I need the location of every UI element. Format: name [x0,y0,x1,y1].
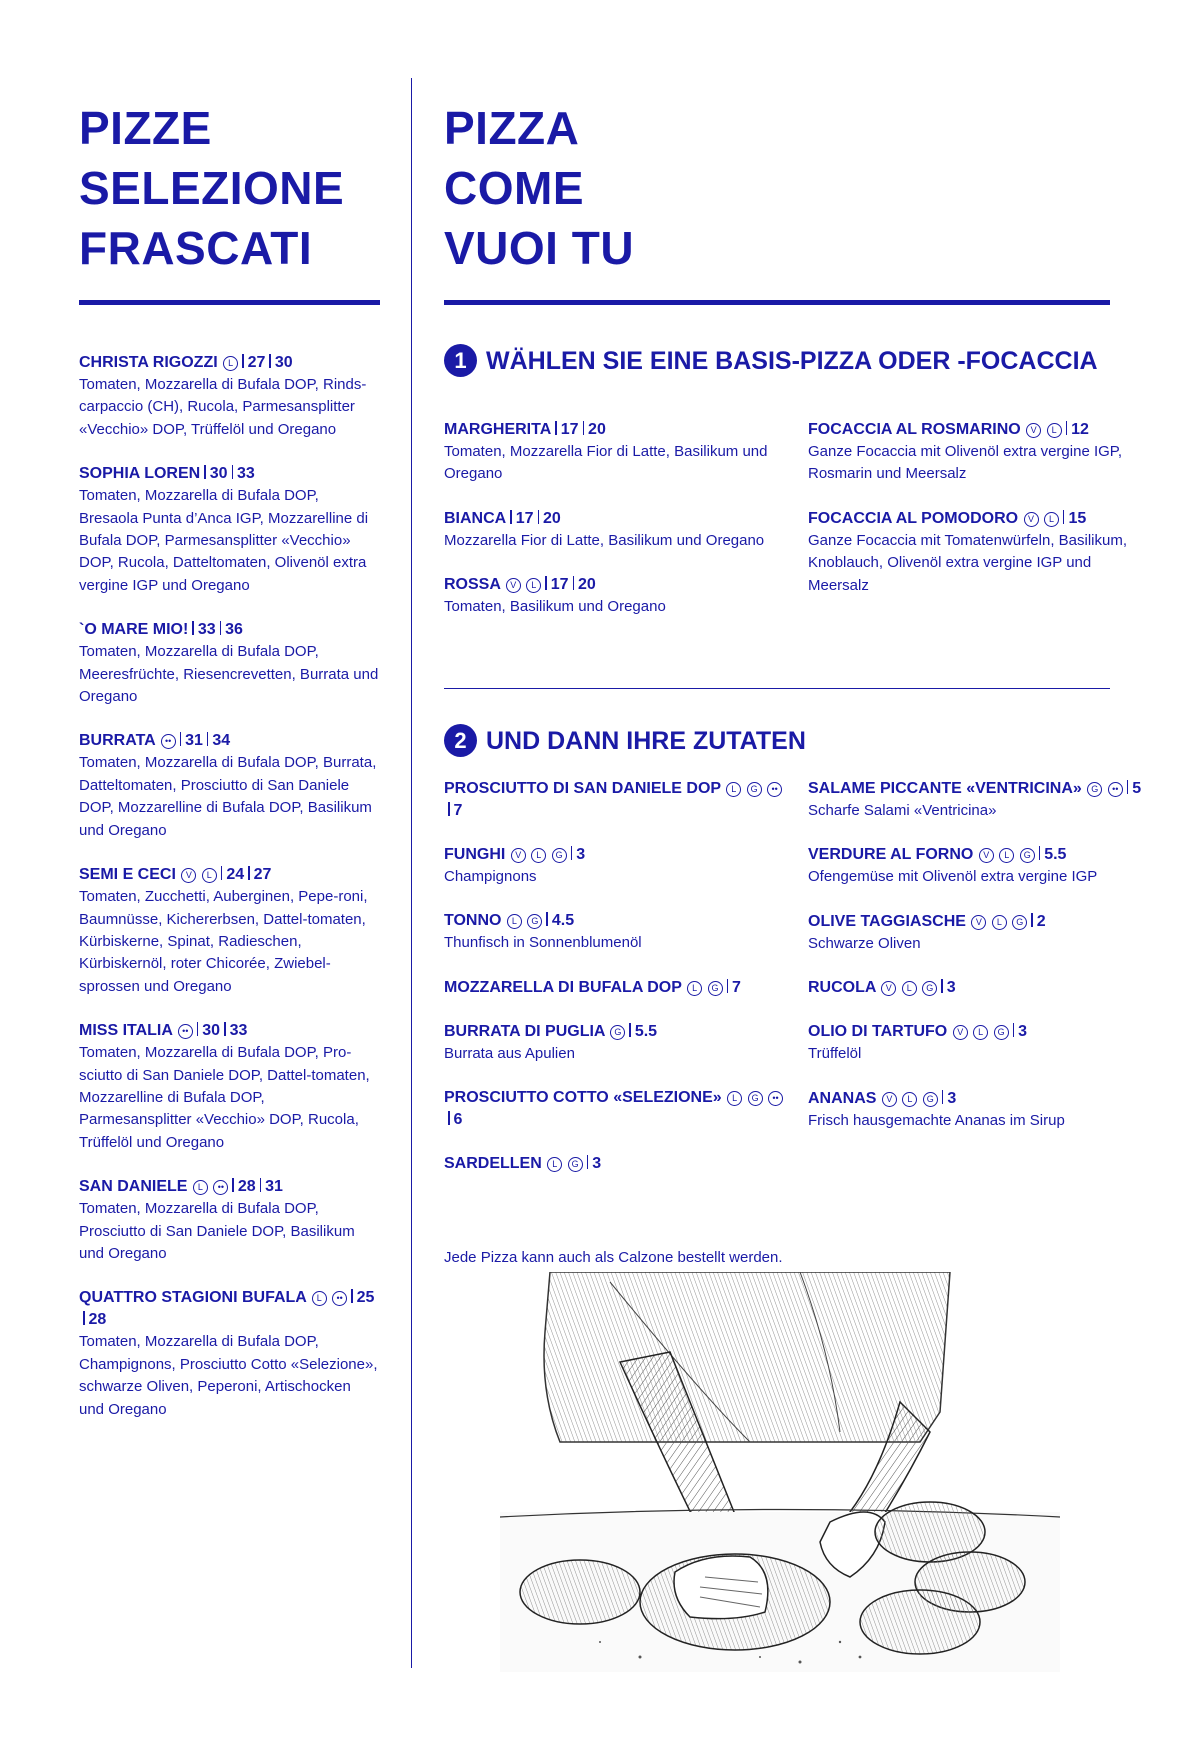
diet-tag-icon: V [953,1025,968,1040]
menu-item [79,864,379,998]
menu-item-price: 33 [237,465,255,483]
menu-item-name: RUCOLA [808,979,876,997]
menu-item-name: SOPHIA LOREN [79,465,201,483]
diet-tag-icon: L [999,848,1014,863]
menu-item-name: SARDELLEN [444,1155,542,1173]
menu-item [808,977,1148,999]
price-separator [942,1090,944,1104]
menu-item-price: 20 [578,576,596,594]
diet-tag-icon: G [708,981,723,996]
menu-item-price: 2 [1036,912,1046,930]
diet-tag-icon: V [1026,423,1041,438]
diet-tag-icon: L [902,1092,917,1107]
menu-item-description: Ofengemüse mit Olivenöl extra vergine IGP [808,868,1098,886]
menu-item [444,977,784,999]
menu-item-description: Ganze Focaccia mit Tomatenwürfeln, Basilikum, Knoblauch, Olivenöl extra vergine IGP und Meersalz [808,531,1128,594]
price-separator [1066,421,1068,435]
diet-tag-icon: L [687,981,702,996]
menu-item-description: Tomaten, Mozzarella di Bufala DOP, Prosciutto di San Daniele DOP, Basilikum und Oregano [79,1200,355,1262]
menu-item [79,619,379,708]
menu-item-name: MARGHERITA [444,421,552,438]
menu-item-price: 3 [1018,1023,1028,1041]
menu-item-header [444,1021,784,1043]
price-separator [197,1022,199,1036]
menu-item-header [444,1153,784,1175]
diet-tag-icon: G [1012,915,1027,930]
menu-item-name: MOZZARELLA DI BUFALA DOP [444,978,682,996]
price-separator [83,1311,85,1325]
diet-tag-icon: G [1087,782,1102,797]
menu-item-description: Mozzarella Fior di Latte, Basilikum und Oregano [444,531,765,549]
calzone-note: Jede Pizza kann auch als Calzone bestellt werden. [444,1249,783,1266]
menu-item-name: PROSCIUTTO COTTO «SELEZIONE» [444,1089,722,1107]
menu-item-price: 3 [576,846,586,863]
price-separator [545,576,547,590]
base-pizza-column [444,419,784,641]
menu-item-header [444,574,784,596]
menu-item-description: Frisch hausgemachte Ananas im Sirup [808,1111,1065,1129]
menu-item-description: Tomaten, Mozzarella Fior di Latte, Basilikum und Oregano [444,443,768,483]
price-separator [180,732,182,746]
menu-item-price: 17 [515,509,534,527]
menu-item-price: 33 [197,621,216,639]
price-separator [351,1289,353,1303]
menu-item [79,730,379,842]
section-1-title: WÄHLEN SIE EINE BASIS-PIZZA ODER -FOCACCIA [486,346,1098,375]
menu-item [444,1153,784,1175]
right-title [444,98,634,278]
diet-tag-icon: L [547,1157,562,1172]
menu-item [808,911,1148,955]
menu-item-name: QUATTRO STAGIONI BUFALA [79,1289,307,1307]
menu-item-name: FUNGHI [444,846,506,863]
menu-item-name: FOCACCIA AL ROSMARINO [808,421,1021,438]
diet-tag-icon: V [881,981,896,996]
menu-item-price: 7 [453,802,463,819]
diet-tag-icon: •• [332,1291,347,1306]
menu-item-price: 30 [274,354,293,371]
diet-tag-icon: V [511,848,526,863]
diet-tag-icon: V [506,578,521,593]
menu-item-price: 30 [202,1022,221,1040]
menu-item-description: Thunfisch in Sonnenblumenöl [444,934,642,952]
price-separator [1031,913,1033,927]
menu-item-header [79,1287,379,1331]
menu-item-description: Tomaten, Mozzarella di Bufala DOP, Rinds-carpaccio (CH), Rucola, Parmesansplitter «Vecchio» DOP, Trüffelöl und Oregano [79,376,367,438]
price-separator [941,979,943,993]
diet-tag-icon: G [527,914,542,929]
menu-item-price: 12 [1071,421,1089,438]
menu-item-description: Tomaten, Zucchetti, Auberginen, Pepe-roni, Baumnüsse, Kichererbsen, Dattel-tomaten, Kürbiskerne, Spinat, Radieschen, Kürbiskernöl, roter Chicorée, Zwiebel-sprossen und Oregano [79,888,368,995]
menu-item-name: ROSSA [444,576,501,594]
menu-item-name: OLIVE TAGGIASCHE [808,912,966,930]
section-divider [444,688,1110,689]
left-title [79,98,389,278]
menu-item-description: Tomaten, Mozzarella di Bufala DOP, Meeresfrüchte, Riesencrevetten, Burrata und Oregano [79,643,379,706]
price-separator [242,354,244,368]
menu-item [444,844,784,888]
menu-item-header [808,778,1148,800]
diet-tag-icon: V [979,848,994,863]
menu-item-header [808,1021,1148,1043]
right-title-rule [444,300,1110,305]
price-separator [248,866,250,880]
menu-item-header [79,864,379,886]
price-separator [1063,510,1065,524]
price-separator [448,1111,450,1125]
diet-tag-icon: V [1024,512,1039,527]
section-2-heading [444,724,806,757]
menu-item-price: 15 [1068,509,1087,527]
diet-tag-icon: L [507,914,522,929]
menu-item [808,1021,1148,1065]
diet-tag-icon: G [923,1092,938,1107]
section-2-title: UND DANN IHRE ZUTATEN [486,726,806,755]
price-separator [583,421,585,435]
menu-item-price: 5 [1132,780,1142,797]
menu-item-name: `O MARE MIO! [79,621,189,639]
pizza-dough-hands-illustration [500,1272,1060,1672]
menu-item-header [79,463,379,485]
menu-item-header [444,844,784,866]
menu-item-description: Champignons [444,868,537,885]
menu-item-header [444,910,784,932]
menu-item-description: Schwarze Oliven [808,934,921,952]
diet-tag-icon: L [1047,423,1062,438]
menu-item-header [444,778,784,822]
menu-item-price: 5.5 [1044,846,1067,864]
diet-tag-icon: G [568,1157,583,1172]
left-title-line: PIZZE [79,102,212,154]
price-separator [510,510,512,524]
right-title-line: VUOI TU [444,222,635,274]
menu-item-name: TONNO [444,912,502,930]
price-separator [260,1178,262,1192]
menu-item-header [808,911,1148,933]
diet-tag-icon: V [181,868,196,883]
diet-tag-icon: L [1044,512,1059,527]
price-separator [727,979,729,993]
menu-item-name: BURRATA [79,732,156,750]
menu-item-description: Tomaten, Mozzarella di Bufala DOP, Pro-sciutto di San Daniele DOP, Dattel-tomaten, Mozzarelline di Bufala DOP, Parmesansplitter «Vecchio» DOP, Rucola, Trüffelöl und Oregano [79,1044,370,1151]
menu-item-name: BURRATA DI PUGLIA [444,1022,605,1040]
menu-item-description: Tomaten, Mozzarella di Bufala DOP, Bresaola Punta d’Anca IGP, Mozzarelline di Bufala DOP, Parmesansplitter «Vecchio» DOP, Rucola, Datteltomaten, Olivenöl extra vergine IGP und Oregano [79,487,369,594]
menu-item-price: 34 [212,732,231,750]
menu-item-price: 27 [253,866,272,884]
price-separator [587,1155,589,1169]
menu-item-description: Burrata aus Apulien [444,1044,575,1062]
menu-item [79,1287,379,1421]
menu-item-header [808,1088,1148,1110]
selezione-menu-list [79,352,379,1443]
step-1-badge: 1 [444,344,477,377]
step-2-badge: 2 [444,724,477,757]
menu-item-price: 3 [946,979,956,997]
menu-item-price: 20 [588,421,606,438]
menu-item-name: VERDURE AL FORNO [808,846,974,864]
menu-item [444,1021,784,1065]
price-separator [207,732,209,746]
price-separator [538,510,540,524]
menu-item-description: Tomaten, Mozzarella di Bufala DOP, Burrata, Datteltomaten, Prosciutto di San Daniele DOP, Mozzarelline di Bufala DOP, Basilikum und Oregano [79,754,377,839]
menu-item-name: FOCACCIA AL POMODORO [808,509,1019,527]
menu-item-price: 36 [225,621,243,639]
menu-item [444,778,784,822]
menu-item-name: SAN DANIELE [79,1178,188,1196]
menu-item-price: 30 [209,465,228,483]
price-separator [204,465,206,479]
menu-item-header [444,977,784,999]
diet-tag-icon: V [882,1092,897,1107]
menu-item [444,1087,784,1131]
menu-item-header [444,1087,784,1131]
diet-tag-icon: G [922,981,937,996]
menu-item-header [79,619,379,641]
diet-tag-icon: L [202,868,217,883]
menu-item-price: 17 [550,576,569,594]
menu-item [79,1176,379,1265]
menu-item-header [444,419,784,441]
diet-tag-icon: G [748,1091,763,1106]
menu-item-price: 5.5 [634,1022,658,1040]
left-title-line: SELEZIONE [79,162,345,214]
diet-tag-icon: L [973,1025,988,1040]
menu-item-description: Trüffelöl [808,1045,862,1063]
toppings-column-2 [808,778,1148,1154]
menu-item-price: 28 [88,1311,107,1329]
diet-tag-icon: L [312,1291,327,1306]
diet-tag-icon: G [610,1025,625,1040]
diet-tag-icon: •• [1108,782,1123,797]
menu-item-header [808,419,1148,441]
menu-item-price: 28 [237,1178,256,1196]
diet-tag-icon: L [992,915,1007,930]
diet-tag-icon: G [747,782,762,797]
diet-tag-icon: G [1020,848,1035,863]
diet-tag-icon: L [223,356,238,371]
menu-item-header [79,1176,379,1198]
menu-item-name: ANANAS [808,1089,877,1107]
price-separator [571,846,573,860]
left-column [79,98,389,278]
price-separator [629,1023,631,1037]
menu-item-price: 20 [543,509,561,527]
price-separator [192,621,194,635]
menu-item [444,910,784,954]
right-title-line: COME [444,162,584,214]
menu-item-price: 24 [226,866,245,884]
menu-item [808,1088,1148,1132]
menu-item-header [79,730,379,752]
diet-tag-icon: L [526,578,541,593]
menu-item [808,778,1148,822]
menu-item-price: 3 [592,1155,602,1173]
focaccia-column [808,419,1148,619]
menu-item [444,574,784,618]
menu-item [808,844,1148,888]
price-separator [1039,846,1041,860]
menu-item [79,1020,379,1154]
diet-tag-icon: G [552,848,567,863]
menu-item-name: BIANCA [444,509,507,527]
menu-item-price: 7 [732,978,741,996]
price-separator [1013,1023,1015,1037]
menu-item-price: 31 [265,1178,283,1196]
menu-item-description: Ganze Focaccia mit Olivenöl extra vergine IGP, Rosmarin und Meersalz [808,443,1123,483]
menu-item [444,419,784,486]
diet-tag-icon: L [727,1091,742,1106]
menu-item-price: 3 [947,1089,957,1107]
menu-item-header [79,352,379,374]
menu-item-name: PROSCIUTTO DI SAN DANIELE DOP [444,780,721,797]
left-title-line: FRASCATI [79,222,313,274]
price-separator [232,1178,234,1192]
diet-tag-icon: L [726,782,741,797]
left-title-rule [79,300,380,305]
diet-tag-icon: •• [178,1024,193,1039]
menu-item-header [808,508,1148,530]
menu-item-name: MISS ITALIA [79,1022,173,1040]
diet-tag-icon: L [531,848,546,863]
diet-tag-icon: •• [768,1091,783,1106]
menu-item [444,508,784,552]
price-separator [221,866,223,880]
column-divider [411,78,412,1668]
menu-item [808,508,1148,597]
menu-item-header [808,977,1148,999]
diet-tag-icon: G [994,1025,1009,1040]
diet-tag-icon: L [193,1180,208,1195]
menu-item-header [444,508,784,530]
price-separator [220,621,222,635]
diet-tag-icon: •• [161,734,176,749]
menu-item [808,419,1148,486]
menu-item-description: Tomaten, Mozzarella di Bufala DOP, Champignons, Prosciutto Cotto «Selezione», schwarze Oliven, Peperoni, Artischocken und Oregano [79,1333,378,1418]
price-separator [269,354,271,368]
price-separator [448,802,450,816]
menu-item-name: CHRISTA RIGOZZI [79,354,218,371]
menu-item-price: 33 [229,1022,248,1040]
price-separator [224,1022,226,1036]
menu-item-header [79,1020,379,1042]
price-separator [573,576,575,590]
menu-item-price: 6 [453,1111,463,1129]
menu-item-description: Scharfe Salami «Ventricina» [808,802,997,819]
menu-item-name: SALAME PICCANTE «VENTRICINA» [808,780,1082,797]
menu-item-price: 4.5 [551,912,575,930]
menu-item-name: SEMI E CECI [79,866,176,884]
section-1-heading [444,344,1098,377]
right-title-line: PIZZA [444,102,580,154]
menu-item-name: OLIO DI TARTUFO [808,1023,948,1041]
menu-item-description: Tomaten, Basilikum und Oregano [444,598,666,616]
menu-item [79,463,379,597]
diet-tag-icon: V [971,915,986,930]
price-separator [546,912,548,926]
price-separator [232,465,234,479]
menu-item [79,352,379,441]
diet-tag-icon: •• [767,782,782,797]
diet-tag-icon: L [902,981,917,996]
menu-item-price: 17 [560,421,579,438]
menu-item-price: 27 [247,354,266,371]
menu-item-price: 31 [185,732,203,750]
price-separator [1127,780,1129,794]
price-separator [555,421,557,435]
menu-item-price: 25 [356,1289,375,1307]
toppings-column-1 [444,778,784,1197]
menu-item-header [808,844,1148,866]
diet-tag-icon: •• [213,1180,228,1195]
